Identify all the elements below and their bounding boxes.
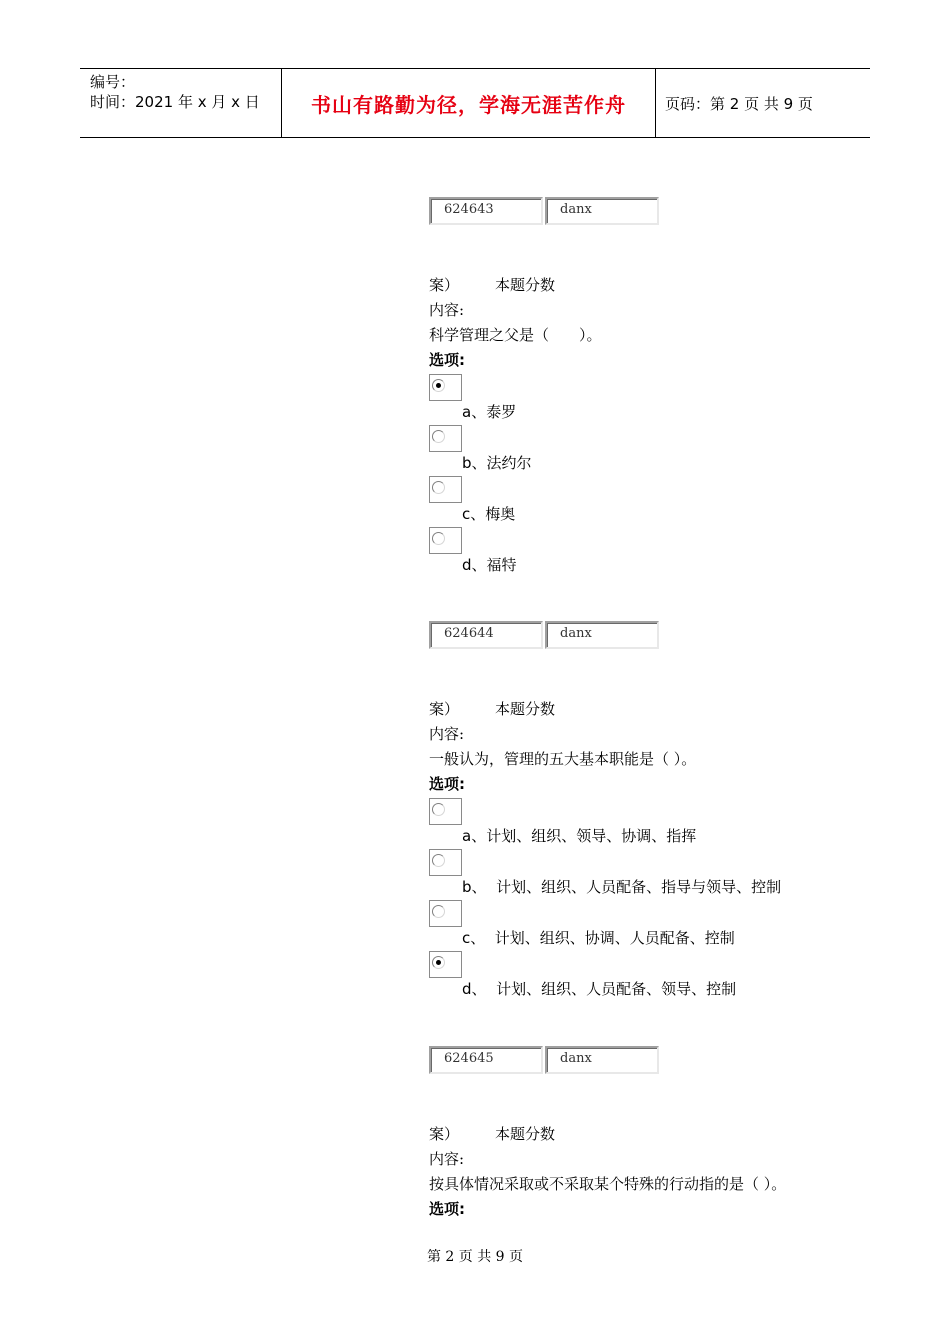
- header-motto: 书山有路勤为径，学海无涯苦作舟: [311, 92, 626, 117]
- question-id-field: 624643: [429, 197, 543, 225]
- option-c: c、 计划、组织、协调、人员配备、控制: [462, 929, 735, 947]
- question-block: [429, 197, 869, 577]
- question-type-field: danx: [545, 197, 659, 225]
- option-a-radio-box: [429, 798, 462, 825]
- radio-selected-icon[interactable]: [432, 379, 445, 392]
- content-label: 内容:: [429, 725, 465, 743]
- answer-score-line: [429, 273, 869, 298]
- question-block: [429, 1046, 869, 1222]
- radio-icon[interactable]: [432, 905, 445, 918]
- radio-icon[interactable]: [432, 803, 445, 816]
- option-d: d、福特: [462, 556, 517, 574]
- score-label: 本题分数: [495, 276, 556, 294]
- header-motto-cell: [281, 69, 656, 137]
- radio-selected-icon[interactable]: [432, 956, 445, 969]
- question-type-field: danx: [545, 621, 659, 649]
- content-label: 内容:: [429, 301, 465, 319]
- option-b: b、法约尔: [462, 454, 532, 472]
- document-time: 时间：2021 年 x 月 x 日: [90, 93, 260, 111]
- option-d-radio-box: [429, 527, 462, 554]
- question-content: 一般认为，管理的五大基本职能是（ ）。: [429, 750, 697, 768]
- option-d: d、 计划、组织、人员配备、领导、控制: [462, 980, 737, 998]
- score-label: 本题分数: [495, 700, 556, 718]
- question-id-row: [429, 1046, 869, 1074]
- option-a: a、计划、组织、领导、协调、指挥: [462, 827, 697, 845]
- radio-icon[interactable]: [432, 430, 445, 443]
- option-b: b、 计划、组织、人员配备、指导与领导、控制: [462, 878, 782, 896]
- option-b-radio-box: [429, 849, 462, 876]
- radio-icon[interactable]: [432, 854, 445, 867]
- question-id-row: [429, 197, 869, 225]
- option-b-radio-box: [429, 425, 462, 452]
- answer-score-line: [429, 697, 869, 722]
- options-label: 选项:: [429, 775, 465, 793]
- header-page-cell: [655, 69, 870, 137]
- option-a-radio-box: [429, 374, 462, 401]
- option-d-radio-box: [429, 951, 462, 978]
- score-label: 本题分数: [495, 1125, 556, 1143]
- header-meta: [80, 69, 281, 137]
- option-c-radio-box: [429, 476, 462, 503]
- option-c-radio-box: [429, 900, 462, 927]
- answer-label: 案）: [429, 276, 460, 294]
- question-type-field: danx: [545, 1046, 659, 1074]
- question-content: 按具体情况采取或不采取某个特殊的行动指的是（ ）。: [429, 1175, 787, 1193]
- header-page-code: 页码：第 2 页 共 9 页: [665, 94, 813, 113]
- answer-label: 案）: [429, 700, 460, 718]
- radio-icon[interactable]: [432, 532, 445, 545]
- question-block: [429, 621, 869, 1001]
- page-footer: 第 2 页 共 9 页: [426, 1249, 524, 1265]
- answer-score-line: [429, 1122, 869, 1147]
- content-label: 内容:: [429, 1150, 465, 1168]
- radio-icon[interactable]: [432, 481, 445, 494]
- document-number: 编号：: [90, 73, 136, 91]
- answer-label: 案）: [429, 1125, 460, 1143]
- option-c: c、梅奥: [462, 505, 516, 523]
- question-content: 科学管理之父是（ ）。: [429, 326, 602, 344]
- options-label: 选项:: [429, 1200, 465, 1218]
- question-id-field: 624644: [429, 621, 543, 649]
- question-id-field: 624645: [429, 1046, 543, 1074]
- options-label: 选项:: [429, 351, 465, 369]
- question-id-row: [429, 621, 869, 649]
- page-header: [80, 68, 870, 138]
- option-a: a、泰罗: [462, 403, 517, 421]
